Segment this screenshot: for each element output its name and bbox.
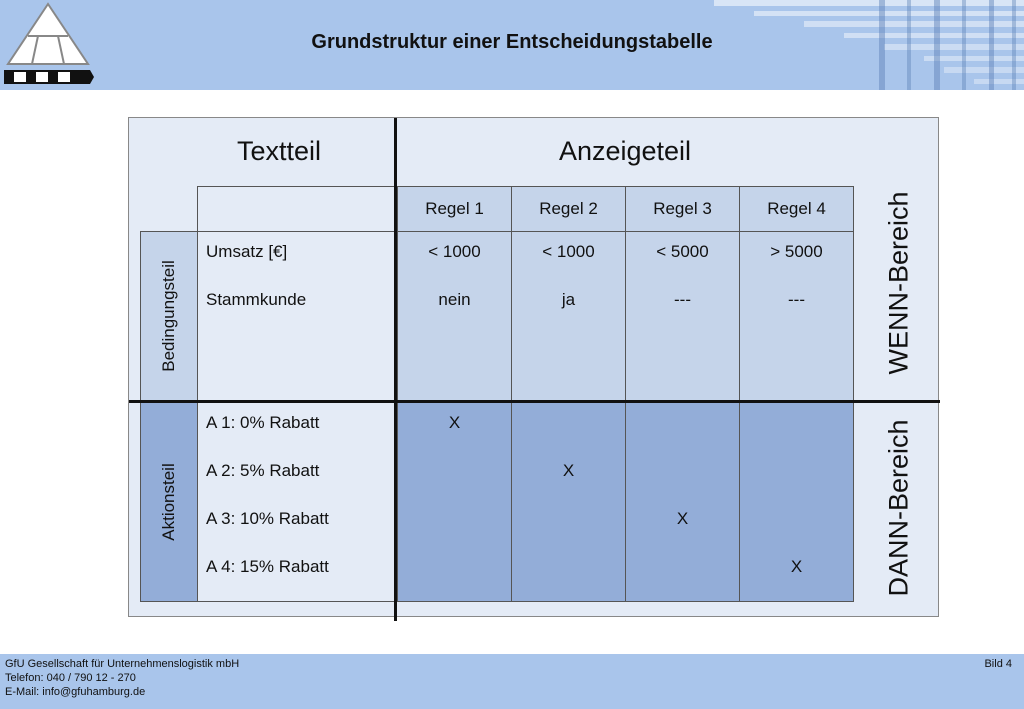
condition-value-2-2: ja [561,290,576,309]
action-mark-3: X [676,509,689,528]
condition-label-1: Umsatz [€] [206,242,288,261]
action-label-3: A 3: 10% Rabatt [206,509,329,528]
action-part-label: Aktionsteil [159,463,178,541]
rule-label-2: Regel 2 [539,199,598,218]
then-area-label: DANN-Bereich [883,419,914,597]
action-label-1: A 1: 0% Rabatt [206,413,320,432]
footer-company: GfU Gesellschaft für Unternehmenslogistik mbH [5,658,240,670]
action-entry-3 [625,401,740,602]
footer-phone: Telefon: 040 / 790 12 - 270 [5,672,136,684]
footer-email: E-Mail: info@gfuhamburg.de [5,686,146,698]
if-area-label: WENN-Bereich [883,191,914,375]
condition-label-2: Stammkunde [206,290,307,309]
condition-value-1-4: > 5000 [770,242,823,261]
action-mark-2: X [562,461,575,480]
condition-value-2-1: nein [438,290,471,309]
condition-part-label: Bedingungsteil [159,260,178,372]
condition-value-1-3: < 5000 [656,242,709,261]
display-part-heading: Anzeigeteil [558,136,692,166]
action-label-4: A 4: 15% Rabatt [206,557,329,576]
action-label-2: A 2: 5% Rabatt [206,461,320,480]
decision-table-panel [128,117,939,617]
header-row-text-cell [197,186,397,232]
rule-label-3: Regel 3 [653,199,712,218]
page-number: Bild 4 [984,658,1012,670]
horizontal-divider [129,400,940,403]
rule-label-4: Regel 4 [767,199,826,218]
condition-value-2-4: --- [788,290,805,309]
rule-label-1: Regel 1 [425,199,484,218]
action-mark-1: X [448,413,461,432]
vertical-divider [394,118,397,621]
condition-value-2-3: --- [674,290,691,309]
condition-value-1-1: < 1000 [428,242,481,261]
condition-value-1-2: < 1000 [542,242,595,261]
footer-bar [0,654,1024,709]
text-part-heading: Textteil [236,136,322,166]
action-mark-4: X [790,557,803,576]
action-entry-2 [511,401,626,602]
page-title: Grundstruktur einer Entscheidungstabelle [311,31,713,53]
header-bar [0,0,1024,90]
